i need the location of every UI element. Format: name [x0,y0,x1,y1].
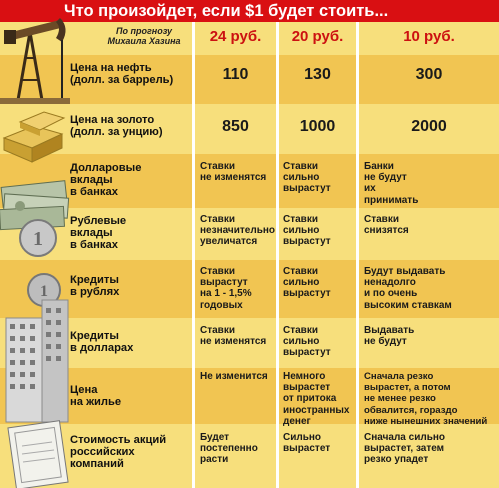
ruble-deposits-10: Ставки снизятся [364,214,409,237]
housing-10: Сначала резко вырастет, а потом не менее резко обвалится, гораздо ниже нынешних значений [364,371,488,427]
ruble-credits-10: Будут выдавать ненадолго и по очень высоким ставкам [364,266,452,311]
gold-value-10: 2000 [411,118,447,135]
svg-text:1: 1 [33,228,43,250]
shares-20: Сильно вырастет [283,432,331,455]
ruble-deposits-20: Ставки сильно вырастут [283,214,331,248]
row-label-ruble-deposits: Рублевые вклады в банках [70,215,127,252]
gold-value-24: 850 [222,118,249,135]
column-header-20: 20 руб. [291,28,344,45]
row-label-ruble-credits: Кредиты в рублях [70,274,120,299]
oil-value-24: 110 [222,66,249,83]
ruble-coins-icon [20,220,60,306]
ruble-credits-20: Ставки сильно вырастут [283,266,331,300]
dollar-deposits-24: Ставки не изменятся [200,161,267,184]
oil-value-20: 130 [304,66,331,83]
column-divider [356,22,359,488]
column-header-10: 10 руб. [403,28,455,45]
forecast-source: По прогнозу Михаила Хазина [107,26,181,46]
shares-10: Сначала сильно вырастет, затем резко упадет [364,432,445,466]
dollar-deposits-10: Банки не будут их принимать [364,161,419,206]
svg-text:1: 1 [40,283,48,300]
gold-value-20: 1000 [299,118,336,135]
row-label-dollar-credits: Кредиты в долларах [70,330,134,355]
oil-pump-icon [0,18,70,104]
column-divider [276,22,279,488]
row-label-gold: Цена на золото (долл. за унцию) [70,114,163,139]
gold-bars-icon [4,112,64,162]
housing-20: Немного вырастет от притока иностранных денег [283,371,350,427]
dollar-credits-10: Выдавать не будут [364,325,415,348]
building-icon [6,300,68,422]
oil-value-10: 300 [415,66,443,83]
ruble-credits-24: Ставки вырастут на 1 - 1,5% годовых [200,266,252,311]
dollar-credits-24: Ставки не изменятся [200,325,267,348]
row-label-housing: Цена на жилье [70,384,122,409]
illustrations [0,0,70,488]
column-divider [192,22,195,488]
page-title: Что произойдет, если $1 будет стоить... [64,2,389,20]
ruble-deposits-24: Ставки незначительно увеличатся [200,214,275,248]
housing-24: Не изменится [200,371,268,382]
row-label-dollar-deposits: Долларовые вклады в банках [70,162,142,199]
share-certificate-icon [8,421,68,488]
row-label-shares: Стоимость акций российских компаний [70,434,167,471]
dollar-credits-20: Ставки сильно вырастут [283,325,331,359]
row-label-oil: Цена на нефть (долл. за баррель) [70,62,174,87]
shares-24: Будет постепенно расти [200,432,258,466]
column-header-24: 24 руб. [209,28,262,45]
dollar-deposits-20: Ставки сильно вырастут [283,161,331,195]
